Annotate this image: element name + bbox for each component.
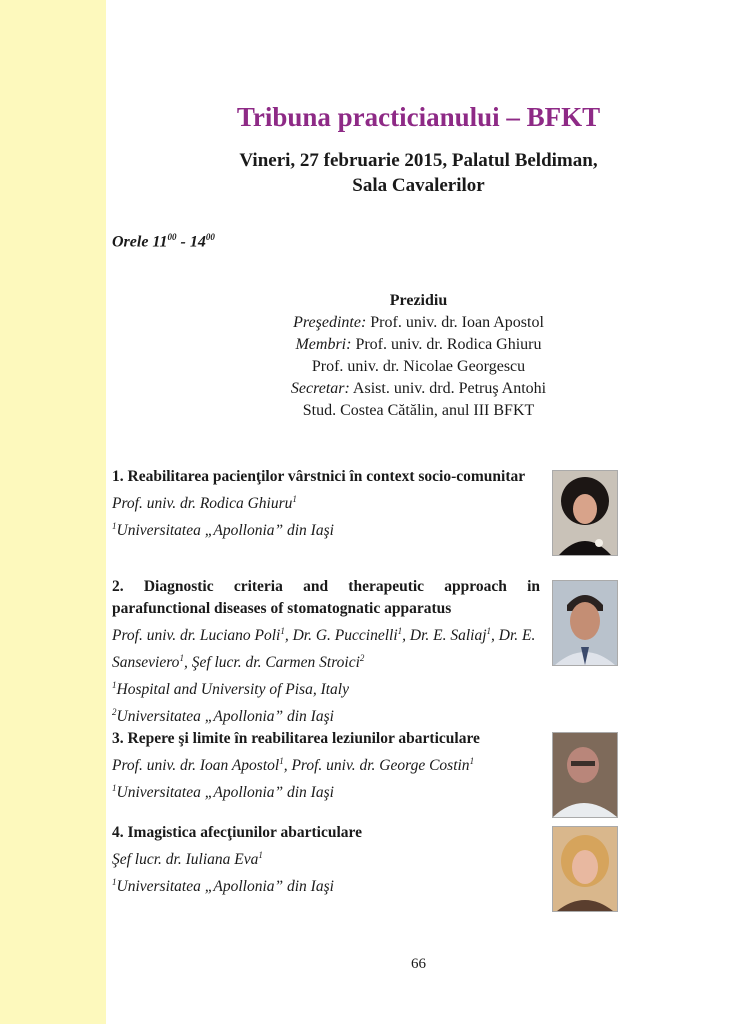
speaker-photo: [552, 826, 618, 912]
presentation-affiliation: [112, 515, 540, 542]
author-name: , Dr. E. Saliaj: [402, 627, 487, 645]
presentation-authors: [112, 488, 540, 515]
presentation-item: [112, 822, 540, 898]
author-name: Prof. univ. dr. Rodica Ghiuru: [112, 495, 293, 513]
hours-start-sup: 00: [167, 232, 177, 242]
presentation-title: 2. Diagnostic criteria and therapeutic approach in parafunctional diseases of stomatognatic apparatus: [112, 578, 540, 617]
presentation-item: [112, 576, 540, 729]
page-number: 66: [411, 956, 426, 972]
presidium-person: Stud. Costea Cătălin, anul III BFKT: [302, 402, 535, 419]
speaker-photo: [552, 732, 618, 818]
author-sup: 1: [258, 850, 263, 860]
presentation-item: [112, 728, 540, 804]
author-name: , Prof. univ. dr. George Costin: [283, 757, 470, 775]
affiliation-sup: 1: [112, 783, 117, 794]
presidium-person: Prof. univ. dr. Ioan Apostol: [366, 314, 544, 331]
affiliation-text: Hospital and University of Pisa, Italy: [116, 681, 349, 699]
presidium-person: Prof. univ. dr. Rodica Ghiuru: [351, 336, 542, 353]
presentation-affiliation: [112, 701, 540, 728]
author-name: Prof. univ. dr. Luciano Poli: [112, 627, 281, 645]
affiliation-sup: 1: [112, 877, 117, 888]
speaker-photo: [552, 580, 618, 666]
presentation-title: 4. Imagistica afecţiunilor abarticulare: [112, 824, 362, 841]
hours-start: Orele 11: [112, 233, 168, 251]
subtitle-line: Sala Cavalerilor: [352, 175, 485, 196]
presentation-item: [112, 466, 540, 542]
presidium-role: Membri:: [295, 336, 352, 353]
presentation-title: 1. Reabilitarea pacienţilor vârstnici în context socio-comunitar: [112, 468, 526, 485]
author-sup: 1: [469, 756, 475, 766]
presentation-title: 3. Repere şi limite în reabilitarea leziunilor abarticulare: [112, 730, 480, 747]
speaker-photo: [552, 470, 618, 556]
presidium-role: Preşedinte:: [293, 314, 367, 331]
presidium-line: [106, 334, 731, 356]
session-hours: [112, 232, 215, 251]
event-subtitle: [106, 148, 731, 198]
affiliation-sup: 1: [112, 680, 117, 691]
author-sup: 1: [280, 626, 285, 636]
author-name: , Şef lucr. dr. Carmen Stroici: [183, 654, 360, 672]
presentation-authors: [112, 620, 540, 674]
author-sup: 1: [179, 653, 184, 664]
side-band: [0, 0, 106, 1024]
presentation-authors: [112, 750, 540, 777]
author-sup: 1: [279, 756, 284, 766]
affiliation-text: Universitatea „Apollonia” din Iaşi: [116, 878, 334, 896]
author-name: , Dr. E. Sanseviero: [112, 627, 536, 672]
hours-end-sup: 00: [205, 232, 215, 242]
presidium-line: [106, 312, 731, 334]
presidium-role: Secretar:: [290, 380, 350, 397]
author-sup: 1: [486, 626, 492, 636]
presentation-affiliation: [112, 674, 540, 701]
author-sup: 1: [292, 494, 297, 504]
presidium-heading: Prezidiu: [389, 292, 448, 309]
affiliation-sup: 2: [112, 707, 117, 718]
presentation-authors: [112, 844, 540, 871]
affiliation-text: Universitatea „Apollonia” din Iaşi: [116, 708, 334, 726]
presentation-affiliation: [112, 777, 540, 804]
affiliation-text: Universitatea „Apollonia” din Iaşi: [116, 784, 334, 802]
affiliation-sup: 1: [112, 521, 117, 532]
presidium-line: [106, 378, 731, 400]
page-title: Tribuna practicianului – BFKT: [236, 102, 601, 132]
author-sup: 2: [359, 653, 365, 664]
presentation-affiliation: [112, 871, 540, 898]
author-sup: 1: [397, 626, 403, 636]
presidium-person: Prof. univ. dr. Nicolae Georgescu: [311, 358, 526, 375]
presidium-line: [106, 400, 731, 422]
presidium-line: [106, 356, 731, 378]
presidium-block: [106, 290, 731, 422]
author-name: , Dr. G. Puccinelli: [284, 627, 398, 645]
affiliation-text: Universitatea „Apollonia” din Iaşi: [116, 522, 334, 540]
author-name: Şef lucr. dr. Iuliana Eva: [112, 851, 259, 869]
author-name: Prof. univ. dr. Ioan Apostol: [112, 757, 280, 775]
presidium-person: Asist. univ. drd. Petruş Antohi: [349, 380, 547, 397]
hours-end: - 14: [176, 233, 206, 251]
subtitle-line: Vineri, 27 februarie 2015, Palatul Beldiman,: [239, 150, 598, 171]
